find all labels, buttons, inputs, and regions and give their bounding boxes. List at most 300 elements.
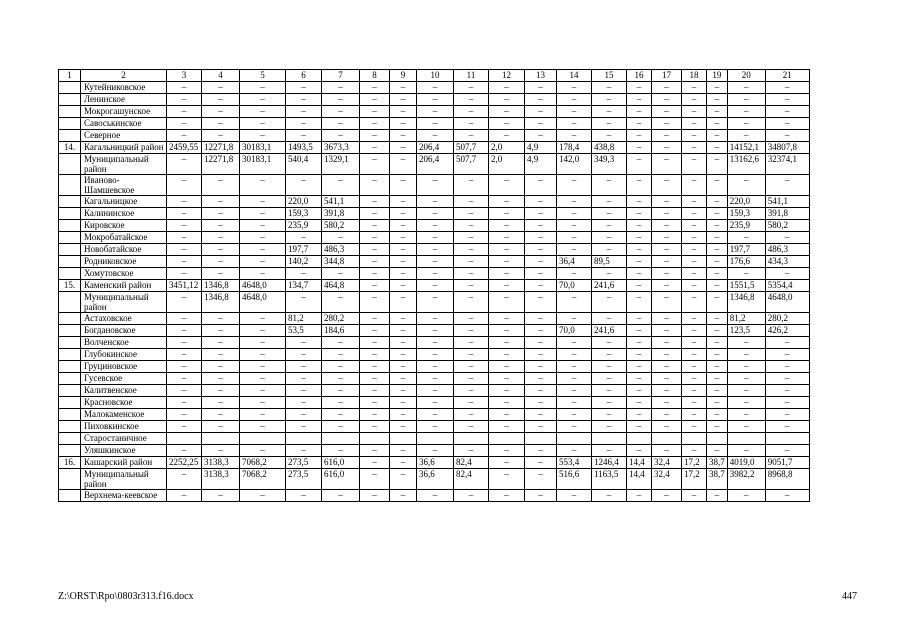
table-cell: – — [525, 208, 557, 220]
table-cell: – — [652, 490, 682, 502]
table-cell: – — [390, 445, 417, 457]
column-number: 19 — [707, 70, 728, 82]
row-number — [59, 421, 81, 433]
table-cell: – — [557, 232, 592, 244]
table-cell: 32374,1 — [765, 154, 809, 175]
table-cell: – — [765, 175, 809, 196]
table-cell: – — [592, 421, 627, 433]
table-cell: – — [454, 118, 489, 130]
table-cell: 5354,4 — [765, 280, 809, 292]
table-cell: – — [167, 82, 202, 94]
table-row — [59, 220, 810, 232]
table-cell: – — [707, 130, 728, 142]
table-cell: – — [202, 445, 240, 457]
table-cell: 349,3 — [592, 154, 627, 175]
table-cell: 2459,55 — [167, 142, 202, 154]
table-cell: – — [417, 232, 454, 244]
table-cell: – — [167, 397, 202, 409]
table-cell: – — [627, 445, 652, 457]
table-cell: – — [627, 361, 652, 373]
row-name: Иваново-Шамшевское — [81, 175, 167, 196]
table-cell: – — [592, 349, 627, 361]
row-name: Муниципальный район — [81, 154, 167, 175]
table-row — [59, 280, 810, 292]
table-cell: – — [627, 232, 652, 244]
table-cell: – — [322, 94, 360, 106]
row-name: Новобатайское — [81, 244, 167, 256]
table-cell: – — [390, 154, 417, 175]
document-path: Z:\ORST\Rpo\0803r313.f16.docx — [58, 591, 194, 602]
table-cell: – — [652, 220, 682, 232]
table-cell: – — [417, 349, 454, 361]
table-cell: – — [167, 421, 202, 433]
table-cell: – — [489, 325, 525, 337]
table-cell: – — [167, 361, 202, 373]
column-number: 2 — [81, 70, 167, 82]
table-cell: – — [454, 445, 489, 457]
table-cell: – — [417, 397, 454, 409]
table-cell: – — [682, 490, 707, 502]
table-cell: 30183,1 — [240, 154, 286, 175]
table-cell: 486,3 — [322, 244, 360, 256]
row-number — [59, 325, 81, 337]
table-row — [59, 421, 810, 433]
table-cell: – — [454, 292, 489, 313]
table-cell: – — [390, 106, 417, 118]
table-cell: – — [360, 268, 390, 280]
table-cell: – — [202, 397, 240, 409]
table-cell: – — [489, 385, 525, 397]
table-cell: – — [240, 130, 286, 142]
table-cell: – — [489, 208, 525, 220]
table-cell: – — [652, 385, 682, 397]
table-cell: – — [390, 469, 417, 490]
table-cell: – — [652, 445, 682, 457]
table-cell: – — [360, 490, 390, 502]
table-cell — [627, 433, 652, 445]
table-cell: – — [417, 130, 454, 142]
table-cell: 184,6 — [322, 325, 360, 337]
table-cell: – — [167, 232, 202, 244]
table-cell: – — [167, 256, 202, 268]
table-cell: – — [489, 118, 525, 130]
table-row — [59, 409, 810, 421]
table-cell: – — [525, 409, 557, 421]
table-cell: – — [360, 232, 390, 244]
table-cell: – — [322, 82, 360, 94]
table-cell: – — [707, 445, 728, 457]
table-cell: – — [682, 337, 707, 349]
table-cell: – — [727, 421, 765, 433]
table-row — [59, 256, 810, 268]
table-cell: – — [202, 106, 240, 118]
table-cell: – — [286, 175, 322, 196]
table-cell: – — [652, 196, 682, 208]
table-cell: – — [557, 244, 592, 256]
table-cell: – — [525, 232, 557, 244]
table-cell: 220,0 — [286, 196, 322, 208]
table-cell: – — [202, 313, 240, 325]
row-name: Кутейниковское — [81, 82, 167, 94]
table-cell: – — [682, 208, 707, 220]
table-cell: – — [727, 94, 765, 106]
table-cell: – — [286, 361, 322, 373]
table-cell: – — [627, 118, 652, 130]
table-cell: 486,3 — [765, 244, 809, 256]
table-cell: – — [390, 490, 417, 502]
table-row — [59, 118, 810, 130]
table-cell: – — [240, 220, 286, 232]
table-cell: 391,8 — [765, 208, 809, 220]
table-cell: – — [627, 421, 652, 433]
table-cell: – — [525, 397, 557, 409]
table-cell: – — [240, 313, 286, 325]
table-cell: – — [167, 490, 202, 502]
table-cell: 1493,5 — [286, 142, 322, 154]
table-cell: – — [390, 373, 417, 385]
column-number: 5 — [240, 70, 286, 82]
table-cell: – — [707, 385, 728, 397]
table-cell: – — [557, 361, 592, 373]
table-cell: – — [557, 337, 592, 349]
data-table — [58, 69, 810, 502]
table-cell: – — [360, 469, 390, 490]
table-cell: – — [286, 232, 322, 244]
table-cell: – — [322, 268, 360, 280]
table-cell: – — [682, 373, 707, 385]
table-cell: – — [592, 106, 627, 118]
column-number: 6 — [286, 70, 322, 82]
table-cell: – — [652, 292, 682, 313]
table-cell: – — [627, 130, 652, 142]
table-cell: – — [390, 292, 417, 313]
table-cell: 17,2 — [682, 457, 707, 469]
table-cell: 81,2 — [286, 313, 322, 325]
table-cell: – — [707, 142, 728, 154]
table-cell: – — [360, 142, 390, 154]
table-cell: – — [627, 490, 652, 502]
table-cell: – — [417, 325, 454, 337]
table-cell: – — [417, 409, 454, 421]
row-number — [59, 490, 81, 502]
table-cell: – — [765, 118, 809, 130]
table-cell: – — [652, 82, 682, 94]
table-cell: – — [286, 421, 322, 433]
table-cell: – — [454, 490, 489, 502]
table-row — [59, 232, 810, 244]
table-cell — [707, 433, 728, 445]
table-cell: – — [682, 256, 707, 268]
table-cell: – — [167, 118, 202, 130]
table-cell: 14,4 — [627, 469, 652, 490]
table-cell: – — [390, 409, 417, 421]
table-cell: – — [727, 106, 765, 118]
table-cell: – — [454, 385, 489, 397]
table-cell: 1346,8 — [202, 280, 240, 292]
table-cell: – — [360, 130, 390, 142]
table-cell: – — [707, 244, 728, 256]
table-cell: – — [627, 175, 652, 196]
table-cell: – — [454, 280, 489, 292]
table-cell: – — [592, 208, 627, 220]
table-cell: – — [652, 208, 682, 220]
table-row — [59, 94, 810, 106]
table-cell: – — [390, 142, 417, 154]
table-cell: 1163,5 — [592, 469, 627, 490]
table-cell: – — [557, 268, 592, 280]
table-cell: – — [202, 220, 240, 232]
table-cell: 38,7 — [707, 469, 728, 490]
table-cell: 70,0 — [557, 325, 592, 337]
row-number — [59, 397, 81, 409]
table-cell: – — [390, 232, 417, 244]
row-name: Пиховкинское — [81, 421, 167, 433]
table-cell: 391,8 — [322, 208, 360, 220]
table-cell: – — [557, 130, 592, 142]
column-number: 12 — [489, 70, 525, 82]
table-cell: – — [727, 361, 765, 373]
table-cell: 142,0 — [557, 154, 592, 175]
table-cell: – — [765, 397, 809, 409]
table-cell: – — [454, 337, 489, 349]
table-cell: – — [682, 118, 707, 130]
table-cell: – — [454, 325, 489, 337]
table-cell: 516,6 — [557, 469, 592, 490]
table-cell: – — [202, 421, 240, 433]
table-cell — [557, 433, 592, 445]
table-cell: – — [322, 337, 360, 349]
table-cell: – — [682, 175, 707, 196]
table-cell: – — [682, 397, 707, 409]
row-number — [59, 385, 81, 397]
table-cell: – — [322, 385, 360, 397]
table-cell: – — [240, 445, 286, 457]
table-cell: – — [727, 349, 765, 361]
table-cell: 540,4 — [286, 154, 322, 175]
table-cell: 81,2 — [727, 313, 765, 325]
table-cell: – — [707, 373, 728, 385]
table-cell: – — [592, 445, 627, 457]
row-number — [59, 256, 81, 268]
table-cell — [417, 433, 454, 445]
table-cell: – — [727, 130, 765, 142]
table-cell: – — [652, 154, 682, 175]
table-cell: – — [167, 409, 202, 421]
table-cell: – — [417, 106, 454, 118]
table-cell: – — [765, 409, 809, 421]
table-cell: – — [360, 220, 390, 232]
table-cell: 273,5 — [286, 457, 322, 469]
table-cell: – — [390, 94, 417, 106]
table-cell: 426,2 — [765, 325, 809, 337]
table-cell: – — [592, 373, 627, 385]
table-cell: – — [322, 349, 360, 361]
table-cell: – — [557, 118, 592, 130]
row-number — [59, 361, 81, 373]
row-number: 16. — [59, 457, 81, 469]
table-cell: – — [390, 397, 417, 409]
table-cell: – — [557, 349, 592, 361]
table-cell: 206,4 — [417, 154, 454, 175]
table-cell: – — [489, 220, 525, 232]
row-number — [59, 82, 81, 94]
table-cell: – — [592, 337, 627, 349]
table-cell: – — [286, 445, 322, 457]
table-cell: – — [707, 337, 728, 349]
table-cell: – — [592, 397, 627, 409]
table-cell: – — [360, 256, 390, 268]
table-cell: – — [652, 106, 682, 118]
table-cell: – — [417, 94, 454, 106]
table-cell: 1346,8 — [202, 292, 240, 313]
table-cell: 616,0 — [322, 469, 360, 490]
table-cell: – — [765, 130, 809, 142]
table-cell: – — [454, 397, 489, 409]
table-cell: – — [652, 94, 682, 106]
row-number — [59, 337, 81, 349]
table-cell: – — [286, 385, 322, 397]
table-cell: – — [682, 409, 707, 421]
table-cell: – — [286, 130, 322, 142]
table-cell: – — [417, 175, 454, 196]
table-cell: – — [390, 175, 417, 196]
table-row — [59, 337, 810, 349]
table-row — [59, 397, 810, 409]
table-cell: – — [765, 373, 809, 385]
table-cell: – — [167, 469, 202, 490]
row-number — [59, 268, 81, 280]
table-cell: – — [167, 208, 202, 220]
table-cell: – — [707, 292, 728, 313]
table-cell: – — [202, 232, 240, 244]
table-cell: 2,0 — [489, 154, 525, 175]
table-cell: – — [240, 196, 286, 208]
table-cell: – — [525, 256, 557, 268]
column-number: 13 — [525, 70, 557, 82]
table-cell: 8968,8 — [765, 469, 809, 490]
table-cell: – — [454, 208, 489, 220]
table-cell: 580,2 — [322, 220, 360, 232]
row-name: Каменский район — [81, 280, 167, 292]
table-cell: – — [167, 373, 202, 385]
table-cell: – — [525, 94, 557, 106]
table-cell: – — [525, 337, 557, 349]
table-cell: – — [454, 268, 489, 280]
table-cell: – — [240, 256, 286, 268]
table-cell: 553,4 — [557, 457, 592, 469]
table-cell: – — [682, 385, 707, 397]
table-cell: – — [592, 268, 627, 280]
table-cell: – — [390, 268, 417, 280]
table-cell: – — [525, 268, 557, 280]
table-cell: – — [592, 196, 627, 208]
table-cell: – — [286, 373, 322, 385]
row-number — [59, 220, 81, 232]
table-cell: – — [202, 373, 240, 385]
table-cell: 438,8 — [592, 142, 627, 154]
table-cell: – — [682, 268, 707, 280]
table-cell: 1246,4 — [592, 457, 627, 469]
table-cell — [390, 433, 417, 445]
table-cell: – — [489, 445, 525, 457]
table-cell: – — [765, 106, 809, 118]
table-cell: 3138,3 — [202, 469, 240, 490]
table-cell: – — [707, 196, 728, 208]
table-cell: 14152,1 — [727, 142, 765, 154]
table-cell: – — [765, 385, 809, 397]
table-cell: – — [417, 292, 454, 313]
table-cell: – — [727, 232, 765, 244]
table-cell: – — [707, 256, 728, 268]
table-cell: – — [557, 421, 592, 433]
table-cell: – — [240, 397, 286, 409]
table-cell: – — [167, 313, 202, 325]
column-number: 9 — [390, 70, 417, 82]
table-cell: – — [240, 82, 286, 94]
table-cell: – — [417, 220, 454, 232]
table-cell: – — [322, 106, 360, 118]
table-cell: – — [707, 118, 728, 130]
table-cell: 464,8 — [322, 280, 360, 292]
table-cell: 273,5 — [286, 469, 322, 490]
table-cell: 82,4 — [454, 457, 489, 469]
table-cell: 30183,1 — [240, 142, 286, 154]
table-row — [59, 82, 810, 94]
table-cell: 32,4 — [652, 469, 682, 490]
table-cell: 220,0 — [727, 196, 765, 208]
table-cell: – — [489, 469, 525, 490]
table-cell: – — [286, 268, 322, 280]
table-cell: 197,7 — [286, 244, 322, 256]
table-cell: 197,7 — [727, 244, 765, 256]
table-cell: – — [682, 142, 707, 154]
table-cell: – — [202, 196, 240, 208]
row-name: Кагальницкое — [81, 196, 167, 208]
table-cell: – — [727, 409, 765, 421]
table-cell: – — [727, 175, 765, 196]
row-number — [59, 445, 81, 457]
table-cell: – — [360, 118, 390, 130]
table-cell: – — [489, 361, 525, 373]
table-cell: – — [417, 118, 454, 130]
table-cell: – — [417, 445, 454, 457]
column-number: 8 — [360, 70, 390, 82]
table-cell: 140,2 — [286, 256, 322, 268]
table-cell: – — [525, 106, 557, 118]
table-cell: – — [390, 118, 417, 130]
table-cell: 32,4 — [652, 457, 682, 469]
row-name: Савоськинское — [81, 118, 167, 130]
table-cell: – — [707, 421, 728, 433]
table-row — [59, 457, 810, 469]
table-cell: – — [286, 106, 322, 118]
table-cell: – — [652, 130, 682, 142]
table-cell: – — [627, 373, 652, 385]
table-cell: 159,3 — [727, 208, 765, 220]
table-cell: – — [417, 490, 454, 502]
table-cell: – — [322, 409, 360, 421]
table-cell: – — [489, 490, 525, 502]
table-cell — [240, 433, 286, 445]
table-cell: – — [240, 106, 286, 118]
table-cell: 36,6 — [417, 457, 454, 469]
table-cell: – — [360, 244, 390, 256]
table-cell — [525, 433, 557, 445]
table-cell: – — [489, 130, 525, 142]
table-cell: – — [682, 106, 707, 118]
table-cell: – — [417, 196, 454, 208]
table-cell: 4648,0 — [240, 292, 286, 313]
